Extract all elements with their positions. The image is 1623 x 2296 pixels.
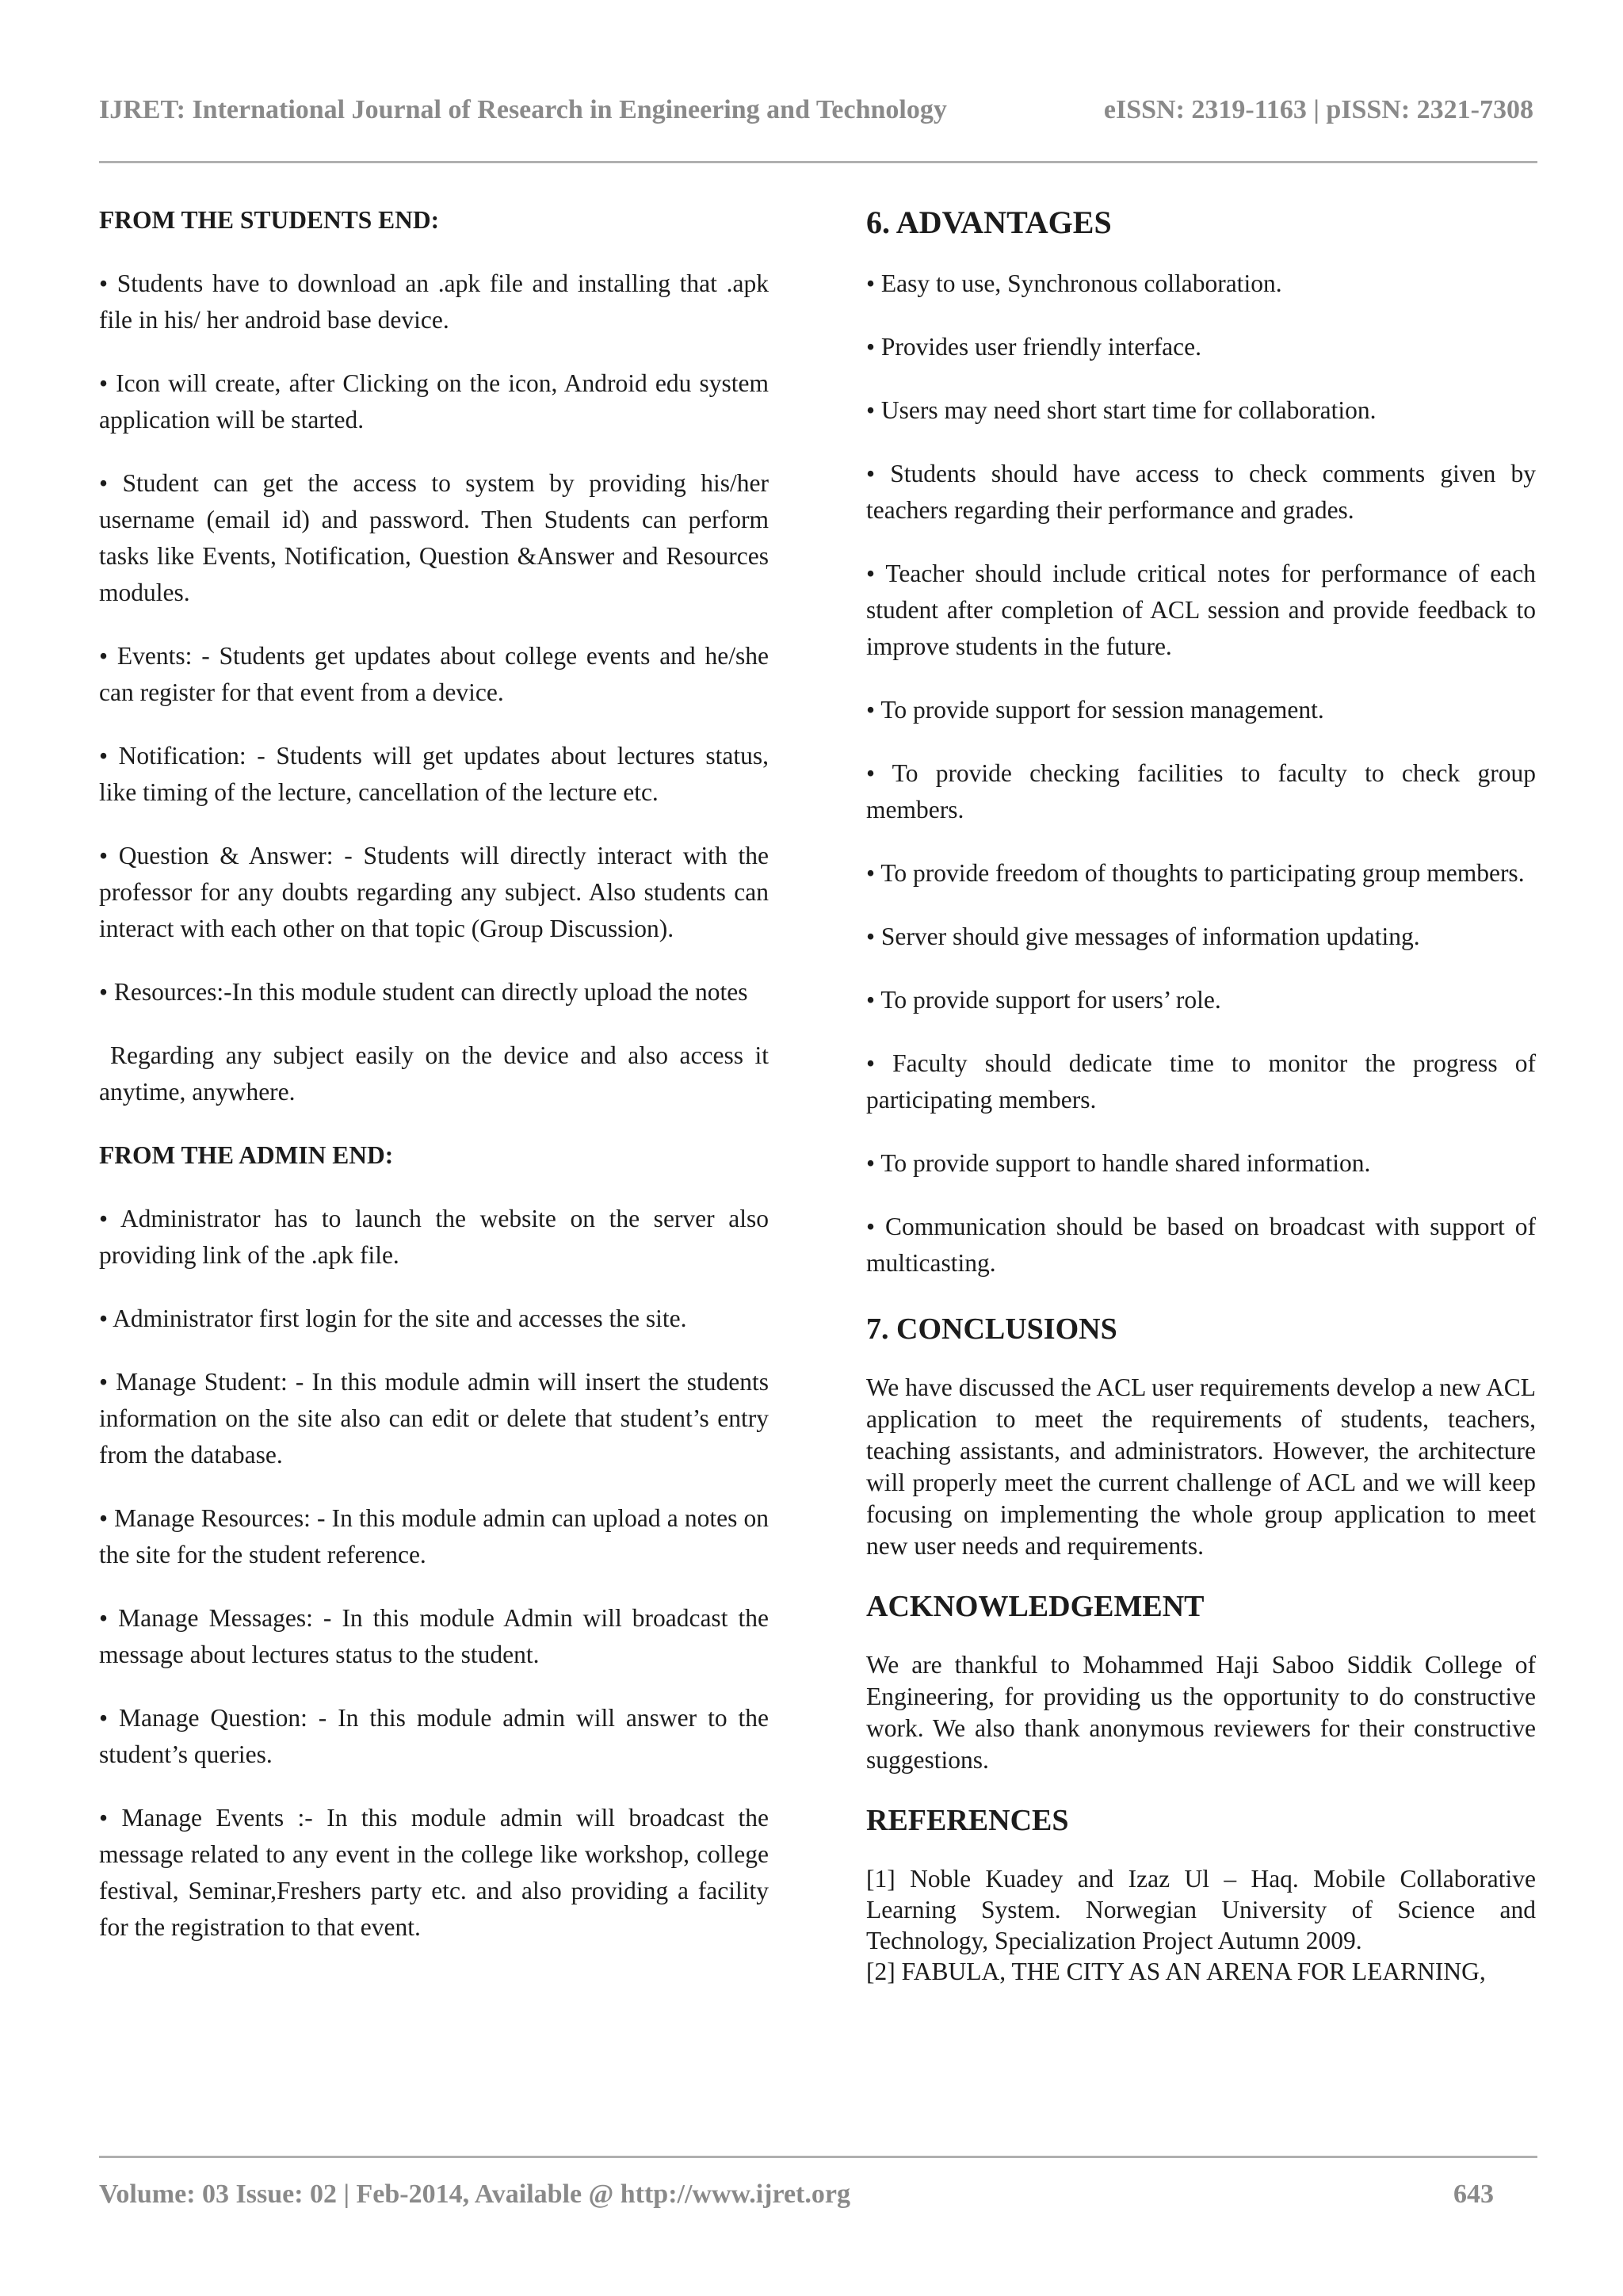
- students-item: • Students have to download an .apk file and installing that .apk file in his/ her android base device.: [99, 269, 769, 334]
- right-column: [866, 202, 1536, 1987]
- students-item: • Resources:-In this module student can directly upload the notes: [99, 978, 748, 1006]
- left-column: [99, 202, 769, 1973]
- students-item: • Events: - Students get updates about college events and he/she can register for that event from a device.: [99, 642, 769, 706]
- reference-item: [1] Noble Kuadey and Izaz Ul – Haq. Mobile Collaborative Learning System. Norwegian University of Science and Technology, Specialization Project Autumn 2009.: [866, 1865, 1536, 1954]
- admin-item: • Manage Question: - In this module admin will answer to the student’s queries.: [99, 1704, 769, 1768]
- advantage-item: • To provide support for users’ role.: [866, 986, 1221, 1014]
- acknowledgement-text: We are thankful to Mohammed Haji Saboo Siddik College of Engineering, for providing us the opportunity to do constructive work. We also thank anonymous reviewers for their constructive suggestions.: [866, 1651, 1536, 1774]
- references-title: REFERENCES: [866, 1804, 1069, 1837]
- header-rule: [99, 161, 1537, 163]
- acknowledgement-section: [866, 1649, 1536, 1776]
- advantage-item: • Easy to use, Synchronous collaboration.: [866, 269, 1282, 297]
- admin-item: • Administrator has to launch the website on the server also providing link of the .apk file.: [99, 1205, 769, 1269]
- reference-item: [2] FABULA, THE CITY AS AN ARENA FOR LEARNING,: [866, 1958, 1486, 1985]
- advantage-item: • Faculty should dedicate time to monitor the progress of participating members.: [866, 1049, 1536, 1114]
- students-item: • Question & Answer: - Students will directly interact with the professor for any doubts regarding any subject. Also students can interact with each other on that topic (Group Discussion).: [99, 842, 769, 942]
- advantage-item: • Provides user friendly interface.: [866, 333, 1202, 361]
- conclusions-section: [866, 1372, 1536, 1562]
- students-item: Regarding any subject easily on the device and also access it anytime, anywhere.: [99, 1041, 769, 1106]
- advantage-item: • Users may need short start time for collaboration.: [866, 396, 1377, 424]
- advantage-item: • To provide checking facilities to faculty to check group members.: [866, 759, 1536, 823]
- conclusions-text: We have discussed the ACL user requirements develop a new ACL application to meet the requirements of students, teachers, teaching assistants, and administrators. However, the architecture will properly meet the current challenge of ACL and we will keep focusing on implementing the whole group application to meet new user needs and requirements.: [866, 1373, 1536, 1560]
- admin-item: • Manage Events :- In this module admin will broadcast the message related to any event in the college like workshop, college festival, Seminar,Freshers party etc. and also providing a facility for the registration to that event.: [99, 1804, 769, 1941]
- volume-info: Volume: 03 Issue: 02 | Feb-2014, Available @ http://www.ijret.org: [99, 2179, 850, 2209]
- students-item: • Notification: - Students will get updates about lectures status, like timing of the lecture, cancellation of the lecture etc.: [99, 742, 769, 806]
- admin-heading: FROM THE ADMIN END:: [99, 1141, 394, 1169]
- admin-item: • Administrator first login for the site and accesses the site.: [99, 1305, 687, 1332]
- conclusions-title: 7. CONCLUSIONS: [866, 1312, 1117, 1346]
- advantages-title: 6. ADVANTAGES: [866, 204, 1112, 240]
- advantage-item: • Server should give messages of information updating.: [866, 923, 1420, 950]
- admin-item: • Manage Resources: - In this module admin can upload a notes on the site for the student reference.: [99, 1504, 769, 1568]
- advantage-item: • To provide support to handle shared information.: [866, 1149, 1371, 1177]
- advantage-item: • Students should have access to check comments given by teachers regarding their performance and grades.: [866, 460, 1536, 524]
- running-footer: [99, 2179, 1494, 2210]
- footer-rule: [99, 2156, 1537, 2158]
- issn-info: eISSN: 2319-1163 | pISSN: 2321-7308: [1103, 95, 1533, 124]
- advantage-item: • Communication should be based on broadcast with support of multicasting.: [866, 1213, 1536, 1277]
- advantage-item: • To provide freedom of thoughts to participating group members.: [866, 859, 1525, 887]
- students-item: • Student can get the access to system by providing his/her username (email id) and password. Then Students can perform tasks like Events, Notification, Question &Answer and Resources modules.: [99, 469, 769, 606]
- students-heading: FROM THE STUDENTS END:: [99, 206, 440, 234]
- references-list: [866, 1863, 1536, 1987]
- admin-item: • Manage Student: - In this module admin will insert the students information on the site also can edit or delete that student’s entry from the database.: [99, 1368, 769, 1469]
- acknowledgement-title: ACKNOWLEDGEMENT: [866, 1590, 1205, 1623]
- advantage-item: • Teacher should include critical notes for performance of each student after completion of ACL session and provide feedback to improve students in the future.: [866, 560, 1536, 660]
- students-item: • Icon will create, after Clicking on the icon, Android edu system application will be started.: [99, 369, 769, 434]
- page-number: 643: [1453, 2179, 1494, 2209]
- advantage-item: • To provide support for session management.: [866, 696, 1324, 724]
- running-header: [99, 95, 1533, 125]
- admin-item: • Manage Messages: - In this module Admin will broadcast the message about lectures status to the student.: [99, 1604, 769, 1668]
- journal-title: IJRET: International Journal of Research in Engineering and Technology: [99, 95, 947, 124]
